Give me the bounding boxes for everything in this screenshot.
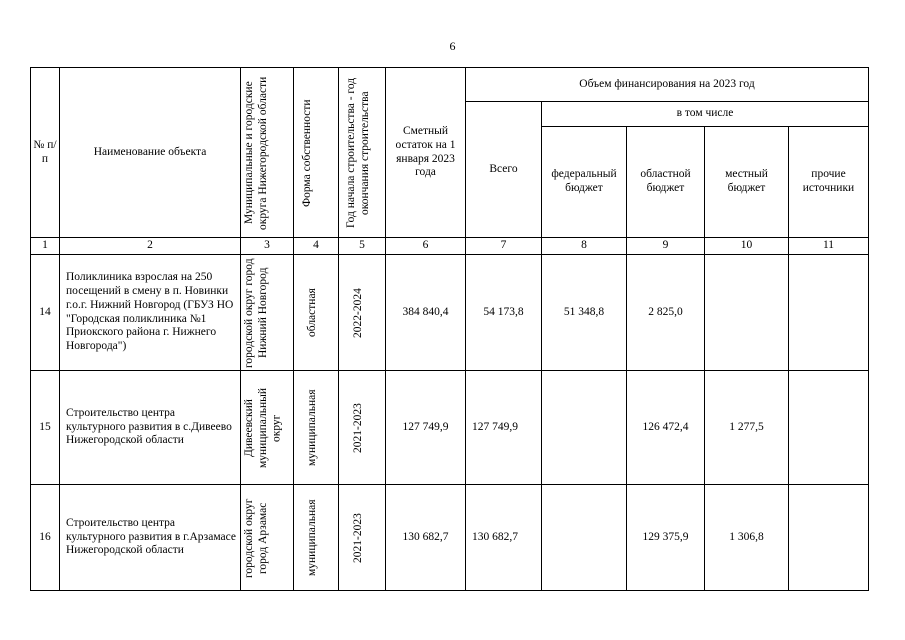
- row-balance: 127 749,9: [386, 371, 466, 485]
- table-row: [31, 485, 869, 591]
- financing-table: [30, 67, 869, 591]
- row-municipality-text: Дивеевский муниципальный округ: [243, 387, 283, 468]
- row-total: 54 173,8: [466, 255, 542, 371]
- row-years-text: 2022-2024: [352, 287, 364, 338]
- header-ownership: [294, 68, 339, 238]
- row-local: 1 306,8: [705, 485, 789, 591]
- table-row: [31, 255, 869, 371]
- header-financing: Объем финансирования на 2023 год: [466, 68, 869, 102]
- header-name: Наименование объекта: [60, 68, 241, 238]
- row-years: [339, 485, 386, 591]
- row-name: Строительство центра культурного развития в г.Арзамасе Нижегородской области: [60, 485, 241, 591]
- column-number: 5: [339, 238, 386, 255]
- row-num: 14: [31, 255, 60, 371]
- header-municipality-text: Муниципальные и городские округа Нижегородской области: [243, 75, 269, 230]
- column-number: 2: [60, 238, 241, 255]
- column-number: 10: [705, 238, 789, 255]
- row-regional: 129 375,9: [627, 485, 705, 591]
- page-number: 6: [449, 39, 456, 53]
- row-other: [789, 255, 869, 371]
- header-num: № п/п: [31, 68, 60, 238]
- row-municipality-text: городской округ город Арзамас: [243, 497, 269, 578]
- row-federal: [542, 485, 627, 591]
- row-years: [339, 255, 386, 371]
- row-years-text: 2021-2023: [352, 402, 364, 453]
- column-number: 4: [294, 238, 339, 255]
- column-number: 9: [627, 238, 705, 255]
- row-municipality-text: городской округ город Нижний Новгород: [243, 257, 269, 368]
- header-municipality: [241, 68, 294, 238]
- row-local: 1 277,5: [705, 371, 789, 485]
- row-ownership-text: областная: [306, 288, 318, 337]
- header-years: [339, 68, 386, 238]
- row-num: 16: [31, 485, 60, 591]
- row-num: 15: [31, 371, 60, 485]
- header-federal: федеральный бюджет: [542, 127, 627, 238]
- row-federal: 51 348,8: [542, 255, 627, 371]
- row-municipality: [241, 371, 294, 485]
- row-regional: 126 472,4: [627, 371, 705, 485]
- row-regional: 2 825,0: [627, 255, 705, 371]
- row-ownership: [294, 371, 339, 485]
- row-years-text: 2021-2023: [352, 512, 364, 563]
- row-balance: 130 682,7: [386, 485, 466, 591]
- row-other: [789, 371, 869, 485]
- row-municipality: [241, 255, 294, 371]
- row-other: [789, 485, 869, 591]
- header-local: местный бюджет: [705, 127, 789, 238]
- column-number: 1: [31, 238, 60, 255]
- row-ownership-text: муниципальная: [306, 499, 318, 576]
- column-number: 8: [542, 238, 627, 255]
- header-years-text: Год начала строительства - год окончания строительства: [345, 77, 371, 228]
- header-balance: Сметный остаток на 1 января 2023 года: [386, 68, 466, 238]
- column-number: 3: [241, 238, 294, 255]
- column-number: 7: [466, 238, 542, 255]
- header-ownership-text: Форма собственности: [301, 98, 313, 207]
- row-name: Строительство центра культурного развития в с.Дивеево Нижегородской области: [60, 371, 241, 485]
- table-row: [31, 371, 869, 485]
- header-other: прочие источники: [789, 127, 869, 238]
- row-years: [339, 371, 386, 485]
- header-total: Всего: [466, 102, 542, 238]
- column-number: 11: [789, 238, 869, 255]
- row-federal: [542, 371, 627, 485]
- row-balance: 384 840,4: [386, 255, 466, 371]
- header-regional: областной бюджет: [627, 127, 705, 238]
- column-numbers-row: [31, 238, 869, 255]
- row-local: [705, 255, 789, 371]
- row-total: 127 749,9: [466, 371, 542, 485]
- column-number: 6: [386, 238, 466, 255]
- header-including: в том числе: [542, 102, 869, 127]
- row-total: 130 682,7: [466, 485, 542, 591]
- row-ownership: [294, 485, 339, 591]
- row-ownership-text: муниципальная: [306, 389, 318, 466]
- row-municipality: [241, 485, 294, 591]
- row-name: Поликлиника взрослая на 250 посещений в смену в п. Новинки г.о.г. Нижний Новгород (ГБУЗ НО "Городская поликлиника №1 Приокского района г. Нижнего Новгорода"): [60, 255, 241, 371]
- row-ownership: [294, 255, 339, 371]
